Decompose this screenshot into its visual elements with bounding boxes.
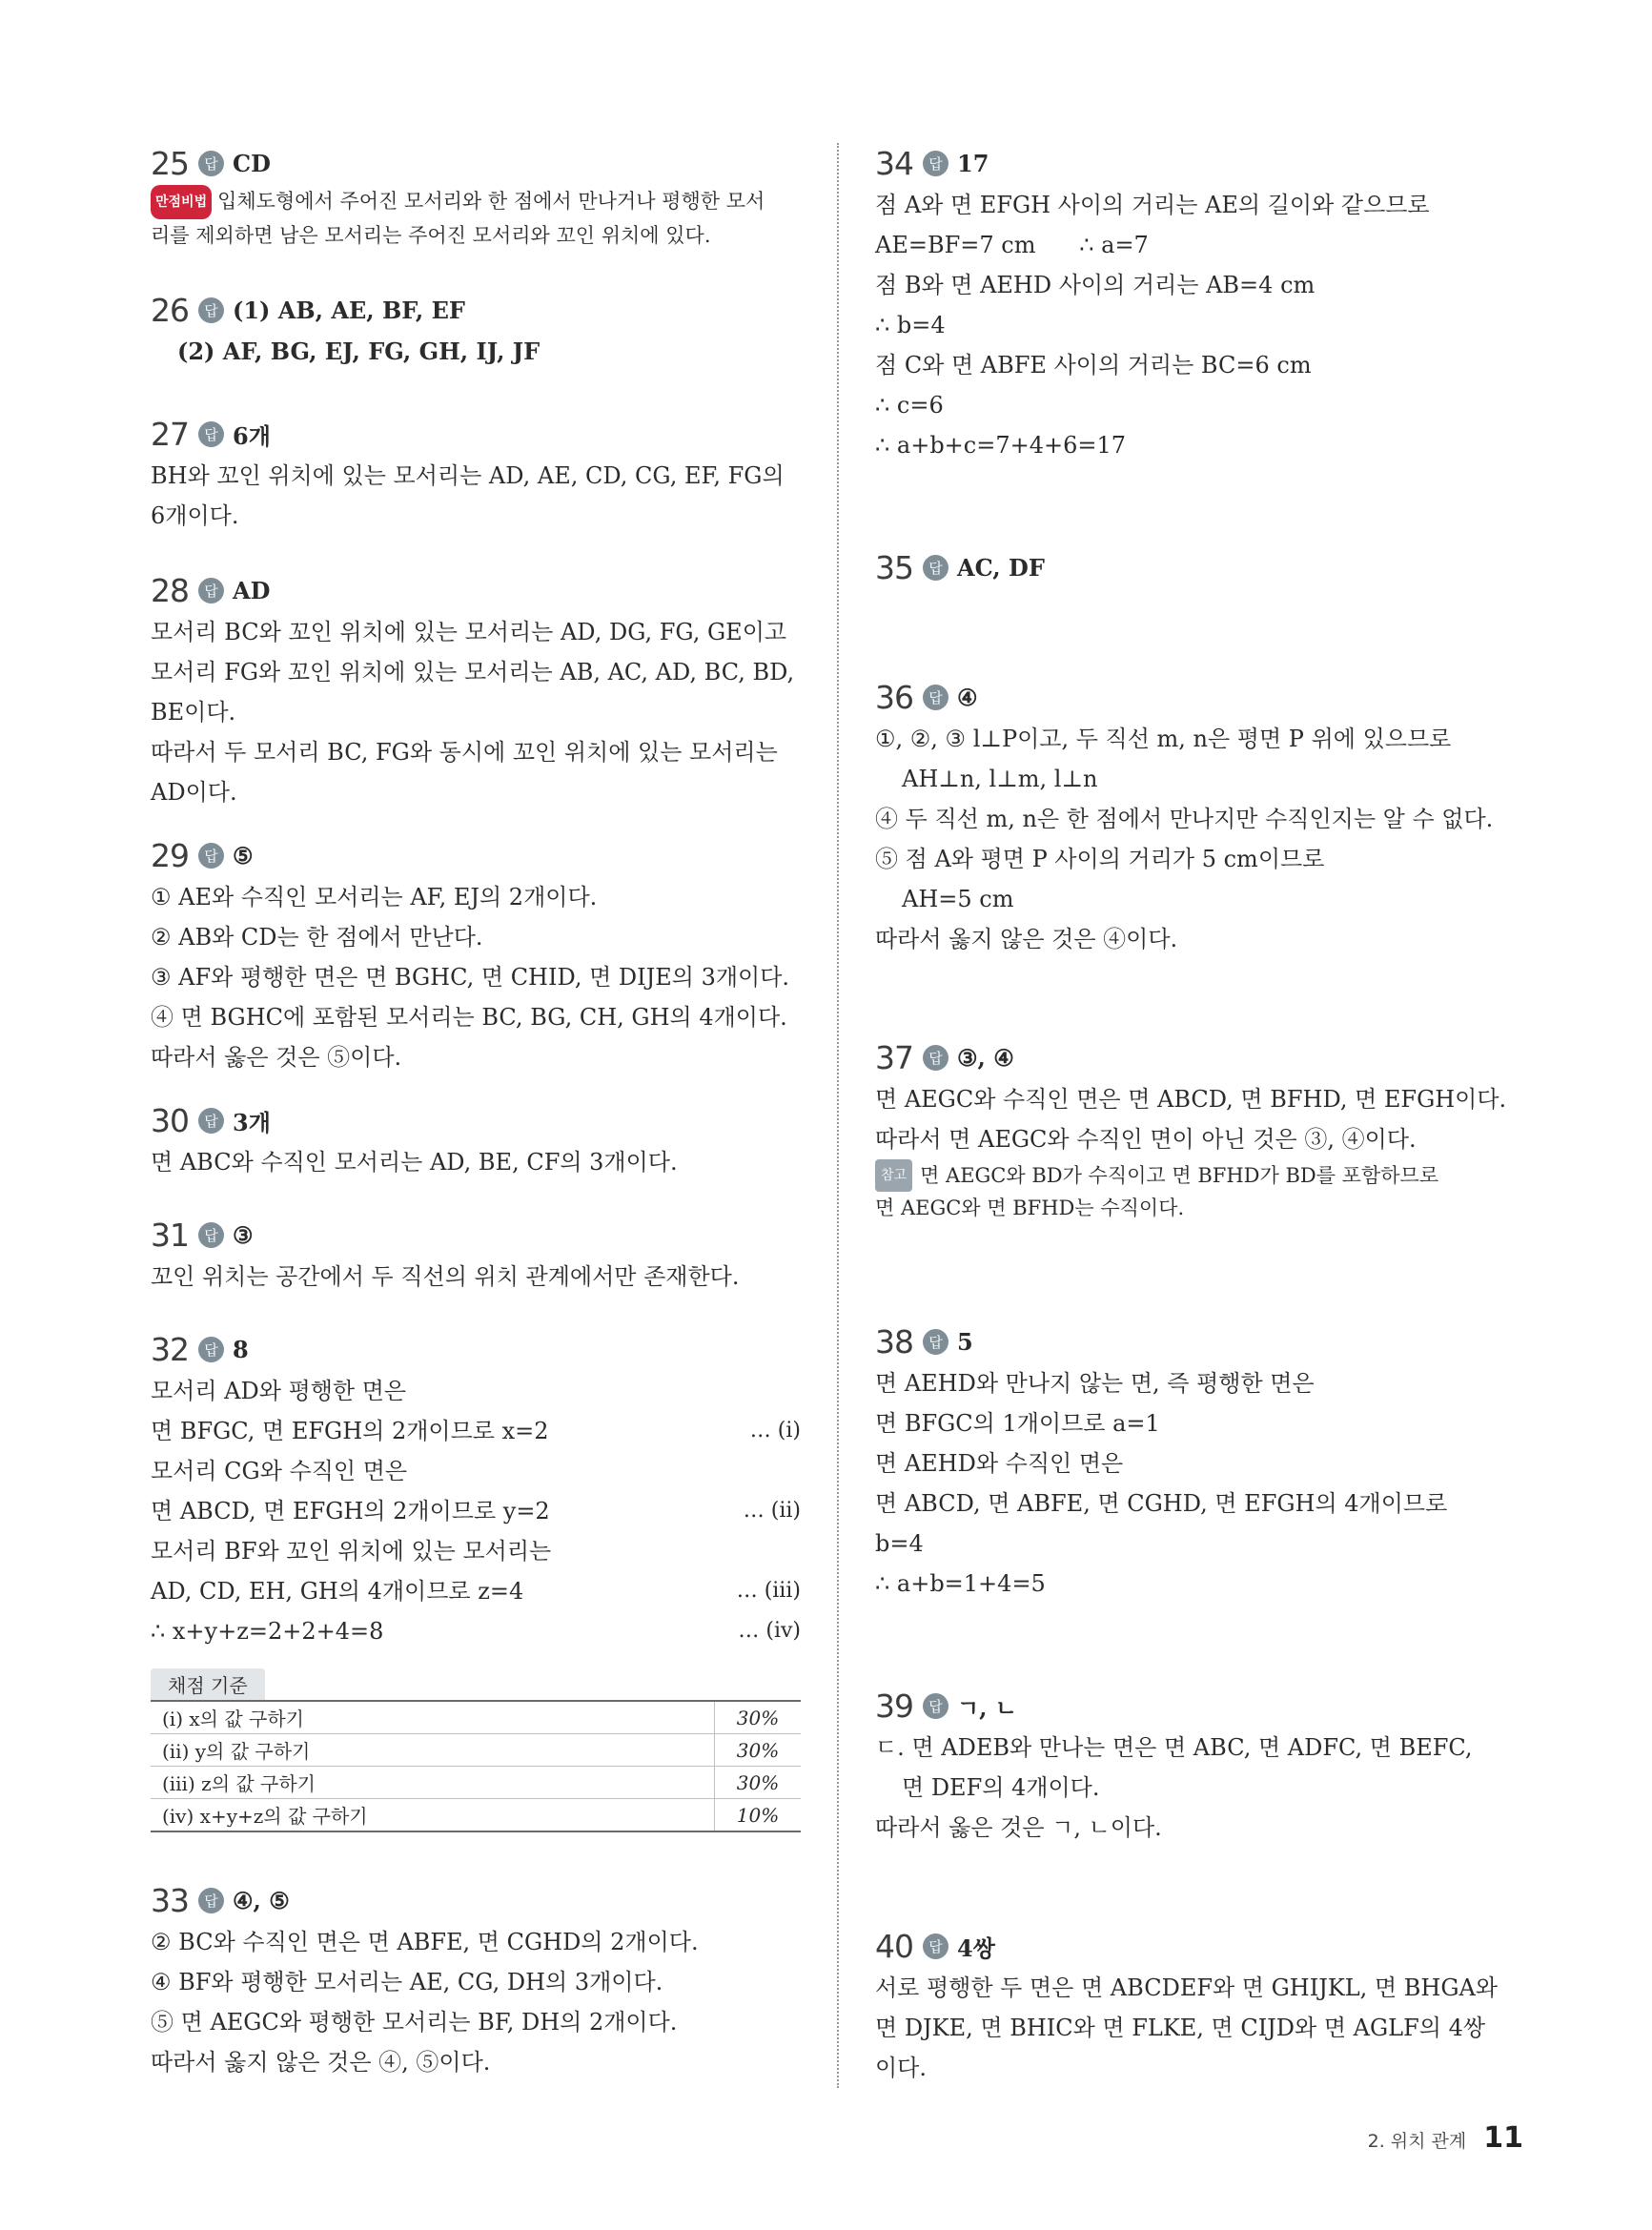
problem-header bbox=[875, 675, 1533, 719]
problem-number: 34 bbox=[875, 144, 913, 182]
solution-text: AH⊥n, l⊥m, l⊥n bbox=[902, 766, 1098, 792]
answer-badge: 답 bbox=[923, 151, 948, 176]
solution-text: ④ 두 직선 m, n은 한 점에서 만나지만 수직인지는 알 수 없다. bbox=[875, 806, 1494, 832]
answer-badge: 답 bbox=[923, 1693, 948, 1719]
answer-badge: 답 bbox=[198, 1888, 224, 1913]
solution-text: 점 C와 면 ABFE 사이의 거리는 BC=6 cm bbox=[875, 352, 1312, 378]
solution-line bbox=[151, 456, 801, 496]
problem-number: 25 bbox=[151, 144, 189, 182]
solution-text: ③ AF와 평행한 면은 면 BGHC, 면 CHID, 면 DIJE의 3개이다. bbox=[151, 964, 790, 991]
solution-text: ⑤ 면 AEGC와 평행한 모서리는 BF, DH의 2개이다. bbox=[151, 2009, 678, 2036]
solution-line bbox=[151, 1491, 801, 1531]
solution-text: AE=BF=7 cm ∴ a=7 bbox=[875, 232, 1149, 258]
problem-34 bbox=[875, 141, 1533, 465]
problem-number: 36 bbox=[875, 678, 913, 716]
problem-header bbox=[875, 1035, 1533, 1079]
answer-text: 5 bbox=[957, 1327, 973, 1356]
solution-text: 면 BFGC, 면 EFGH의 2개이므로 x=2 bbox=[151, 1418, 549, 1444]
solution-line bbox=[151, 1531, 801, 1571]
solution-text: ∴ a+b=1+4=5 bbox=[875, 1570, 1046, 1597]
problem-32 bbox=[151, 1327, 801, 1832]
answer-badge: 답 bbox=[198, 421, 224, 447]
problem-number: 33 bbox=[151, 1881, 189, 1919]
solution-line bbox=[151, 1611, 801, 1651]
grading-row bbox=[151, 1767, 801, 1799]
problem-header bbox=[151, 833, 801, 877]
solution-text: 면 DJKE, 면 BHIC와 면 FLKE, 면 CIJD와 면 AGLF의 4쌍 bbox=[875, 2015, 1486, 2041]
solution-text: ② BC와 수직인 면은 면 ABFE, 면 CGHD의 2개이다. bbox=[151, 1929, 699, 1955]
grading-item: (ⅰ) x의 값 구하기 bbox=[151, 1701, 715, 1734]
solution-text: 따라서 옳지 않은 것은 ④이다. bbox=[875, 926, 1178, 952]
solution-text: 따라서 면 AEGC와 수직인 면이 아닌 것은 ③, ④이다. bbox=[875, 1126, 1417, 1153]
solution-text: 6개이다. bbox=[151, 502, 239, 529]
solution-text: 모서리 AD와 평행한 면은 bbox=[151, 1378, 407, 1404]
solution-text: 서로 평행한 두 면은 면 ABCDEF와 면 GHIJKL, 면 BHGA와 bbox=[875, 1974, 1499, 2001]
page-footer bbox=[1368, 2121, 1523, 2155]
answer-text: ③, ④ bbox=[957, 1043, 1014, 1072]
answer-badge: 답 bbox=[923, 1329, 948, 1355]
solution-line bbox=[875, 1079, 1533, 1119]
solution-text: ∴ b=4 bbox=[875, 312, 946, 338]
problem-number: 31 bbox=[151, 1216, 189, 1254]
solution-line bbox=[151, 957, 801, 997]
solution-line bbox=[875, 839, 1533, 879]
solution-line bbox=[875, 1968, 1533, 2008]
solution-line bbox=[875, 1363, 1533, 1403]
solution-text: 따라서 옳은 것은 ㄱ, ㄴ이다. bbox=[875, 1814, 1162, 1841]
solution-line bbox=[875, 185, 1533, 225]
solution-text: AH=5 cm bbox=[902, 886, 1014, 912]
solution-text: ② AB와 CD는 한 점에서 만난다. bbox=[151, 924, 483, 951]
answer-badge: 답 bbox=[198, 843, 224, 869]
chapter-title: 2. 위치 관계 bbox=[1367, 2131, 1467, 2152]
problem-36 bbox=[875, 675, 1533, 959]
page-number: 11 bbox=[1483, 2121, 1523, 2155]
column-divider bbox=[837, 143, 839, 2088]
solution-line bbox=[875, 1403, 1533, 1443]
grading-table bbox=[151, 1668, 801, 1832]
solution-text: ④ 면 BGHC에 포함된 모서리는 BC, BG, CH, GH의 4개이다. bbox=[151, 1004, 787, 1031]
solution-text: 면 AEHD와 수직인 면은 bbox=[875, 1450, 1124, 1477]
problem-37 bbox=[875, 1035, 1533, 1224]
answer-text: 4쌍 bbox=[957, 1933, 995, 1962]
problem-27 bbox=[151, 412, 801, 536]
solution-line bbox=[875, 2008, 1533, 2048]
answer-badge: 답 bbox=[923, 1933, 948, 1959]
answer-text: ④, ⑤ bbox=[233, 1886, 290, 1914]
answer-badge: 답 bbox=[198, 151, 224, 176]
solution-line bbox=[875, 1564, 1533, 1604]
step-marker: … (ⅲ) bbox=[736, 1579, 801, 1603]
solution-line bbox=[151, 496, 801, 536]
solution-line bbox=[151, 732, 801, 772]
solution-line bbox=[875, 1119, 1533, 1159]
problem-29 bbox=[151, 833, 801, 1077]
solution-line bbox=[151, 1411, 801, 1451]
answer-text: CD bbox=[233, 149, 271, 177]
grading-item: (ⅳ) x+y+z의 값 구하기 bbox=[151, 1799, 715, 1832]
problem-number: 37 bbox=[875, 1038, 913, 1076]
problem-35 bbox=[875, 545, 1533, 589]
solution-text: ④ BF와 평행한 모서리는 AE, CG, DH의 3개이다. bbox=[151, 1969, 663, 1995]
solution-line bbox=[875, 719, 1533, 759]
solution-line bbox=[151, 917, 801, 957]
solution-line bbox=[875, 759, 1533, 799]
problem-header bbox=[875, 1320, 1533, 1363]
solution-text: 이다. bbox=[875, 2055, 927, 2081]
step-marker: … (ⅰ) bbox=[749, 1419, 801, 1442]
solution-text: 면 AEGC와 BD가 수직이고 면 BFHD가 BD를 포함하므로 bbox=[920, 1164, 1439, 1187]
answer-text: (1) AB, AE, BF, EF bbox=[233, 296, 465, 324]
solution-line bbox=[151, 692, 801, 732]
answer-badge: 답 bbox=[923, 1045, 948, 1071]
problem-number: 39 bbox=[875, 1687, 913, 1725]
step-marker: … (ⅳ) bbox=[738, 1619, 801, 1643]
solution-line bbox=[875, 1768, 1533, 1808]
answer-text: AD bbox=[233, 576, 271, 604]
solution-text: 점 A와 면 EFGH 사이의 거리는 AE의 길이와 같으므로 bbox=[875, 192, 1430, 218]
answer-text: ⑤ bbox=[233, 841, 254, 869]
solution-text: ① AE와 수직인 모서리는 AF, EJ의 2개이다. bbox=[151, 884, 598, 910]
solution-text: 리를 제외하면 남은 모서리는 주어진 모서리와 꼬인 위치에 있다. bbox=[151, 224, 711, 247]
solution-line bbox=[151, 1142, 801, 1182]
solution-line bbox=[151, 1037, 801, 1077]
solution-line bbox=[151, 877, 801, 917]
problem-header bbox=[151, 1213, 801, 1257]
problem-header bbox=[875, 141, 1533, 185]
solution-line bbox=[151, 772, 801, 812]
problem-number: 30 bbox=[151, 1101, 189, 1139]
problem-header bbox=[151, 1878, 801, 1922]
problem-39 bbox=[875, 1684, 1533, 1848]
grading-row bbox=[151, 1734, 801, 1767]
solution-line bbox=[875, 345, 1533, 385]
solution-line bbox=[875, 1443, 1533, 1483]
answer-badge: 답 bbox=[198, 297, 224, 323]
answer-text: 17 bbox=[957, 149, 989, 177]
answer-badge: 답 bbox=[198, 1222, 224, 1248]
solution-line bbox=[875, 1524, 1533, 1564]
problem-number: 32 bbox=[151, 1330, 189, 1368]
problem-header bbox=[151, 288, 801, 332]
problem-26 bbox=[151, 288, 801, 372]
problem-number: 40 bbox=[875, 1927, 913, 1965]
step-marker: … (ⅱ) bbox=[743, 1499, 801, 1523]
solution-text: AD이다. bbox=[151, 779, 237, 806]
answer-text: ④ bbox=[957, 683, 978, 711]
grading-row bbox=[151, 1701, 801, 1734]
note-label: 참고 bbox=[875, 1159, 912, 1192]
grading-percent: 30% bbox=[715, 1767, 802, 1799]
answer-text: 3개 bbox=[233, 1108, 271, 1136]
problem-40 bbox=[875, 1924, 1533, 2088]
solution-text: BE이다. bbox=[151, 699, 236, 726]
problem-header bbox=[151, 412, 801, 456]
solution-text: 면 AEHD와 만나지 않는 면, 즉 평행한 면은 bbox=[875, 1370, 1315, 1397]
grading-percent: 10% bbox=[715, 1799, 802, 1832]
solution-text: ①, ②, ③ l⊥P이고, 두 직선 m, n은 평면 P 위에 있으므로 bbox=[875, 726, 1452, 752]
solution-line bbox=[151, 1571, 801, 1611]
answer-badge: 답 bbox=[198, 1108, 224, 1134]
solution-line bbox=[875, 2048, 1533, 2088]
solution-text: ㄷ. 면 ADEB와 만나는 면은 면 ABC, 면 ADFC, 면 BEFC, bbox=[875, 1734, 1473, 1761]
answer-badge: 답 bbox=[198, 1337, 224, 1362]
solution-line bbox=[151, 2002, 801, 2042]
solution-line bbox=[875, 225, 1533, 265]
solution-text: 면 AEGC와 수직인 면은 면 ABCD, 면 BFHD, 면 EFGH이다. bbox=[875, 1086, 1507, 1113]
solution-line bbox=[151, 612, 801, 652]
problem-number: 28 bbox=[151, 571, 189, 609]
grading-percent: 30% bbox=[715, 1734, 802, 1767]
solution-line bbox=[151, 332, 801, 372]
problem-header bbox=[151, 141, 801, 185]
problem-number: 35 bbox=[875, 548, 913, 586]
solution-line bbox=[875, 1159, 1533, 1192]
solution-text: BH와 꼬인 위치에 있는 모서리는 AD, AE, CD, CG, EF, FG의 bbox=[151, 462, 785, 489]
solution-line bbox=[875, 919, 1533, 959]
solution-text: 모서리 BF와 꼬인 위치에 있는 모서리는 bbox=[151, 1538, 552, 1565]
solution-text: ∴ a+b+c=7+4+6=17 bbox=[875, 432, 1127, 459]
solution-line bbox=[151, 997, 801, 1037]
solution-text: 면 ABCD, 면 EFGH의 2개이므로 y=2 bbox=[151, 1498, 550, 1524]
problem-header bbox=[875, 1924, 1533, 1968]
problem-header bbox=[151, 568, 801, 612]
answer-text: ㄱ, ㄴ bbox=[957, 1693, 1018, 1722]
tip-label: 만점비법 bbox=[151, 185, 212, 219]
solution-text: 모서리 FG와 꼬인 위치에 있는 모서리는 AB, AC, AD, BC, BD, bbox=[151, 659, 795, 685]
answer-badge: 답 bbox=[198, 578, 224, 604]
solution-line bbox=[875, 385, 1533, 425]
grading-item: (ⅱ) y의 값 구하기 bbox=[151, 1734, 715, 1767]
solution-text: AD, CD, EH, GH의 4개이므로 z=4 bbox=[151, 1578, 524, 1605]
answer-text: ③ bbox=[233, 1220, 254, 1249]
solution-line bbox=[151, 1371, 801, 1411]
answer-badge: 답 bbox=[923, 685, 948, 710]
problem-header bbox=[875, 1684, 1533, 1728]
solution-line bbox=[875, 425, 1533, 465]
problem-header bbox=[875, 545, 1533, 589]
grading-title: 채점 기준 bbox=[151, 1668, 265, 1700]
solution-text: 꼬인 위치는 공간에서 두 직선의 위치 관계에서만 존재한다. bbox=[151, 1263, 740, 1290]
solution-line bbox=[151, 1451, 801, 1491]
problem-header bbox=[151, 1098, 801, 1142]
problem-number: 27 bbox=[151, 415, 189, 453]
solution-line bbox=[151, 1257, 801, 1297]
answer-text: 8 bbox=[233, 1335, 249, 1363]
solution-line bbox=[151, 2042, 801, 2082]
solution-text: 따라서 옳은 것은 ⑤이다. bbox=[151, 1044, 402, 1071]
solution-text: 따라서 옳지 않은 것은 ④, ⑤이다. bbox=[151, 2049, 491, 2076]
problem-31 bbox=[151, 1213, 801, 1297]
solution-line bbox=[875, 799, 1533, 839]
solution-text: ∴ c=6 bbox=[875, 392, 944, 419]
solution-text: 면 ABC와 수직인 모서리는 AD, BE, CF의 3개이다. bbox=[151, 1149, 678, 1176]
problem-38 bbox=[875, 1320, 1533, 1604]
solution-text: 모서리 CG와 수직인 면은 bbox=[151, 1458, 408, 1484]
solution-line bbox=[151, 1962, 801, 2002]
solution-line bbox=[151, 185, 801, 219]
problem-header bbox=[151, 1327, 801, 1371]
solution-line bbox=[875, 265, 1533, 305]
solution-text: 면 DEF의 4개이다. bbox=[902, 1774, 1100, 1801]
solution-line bbox=[875, 1728, 1533, 1768]
problem-28 bbox=[151, 568, 801, 812]
answer-text: 6개 bbox=[233, 421, 271, 450]
problem-number: 26 bbox=[151, 291, 189, 329]
solution-line bbox=[151, 219, 801, 252]
answer-text: AC, DF bbox=[957, 553, 1045, 582]
problem-number: 29 bbox=[151, 836, 189, 874]
solution-line bbox=[875, 1192, 1533, 1224]
grading-item: (ⅲ) z의 값 구하기 bbox=[151, 1767, 715, 1799]
solution-text: (2) AF, BG, EJ, FG, GH, IJ, JF bbox=[177, 338, 540, 365]
solution-text: 모서리 BC와 꼬인 위치에 있는 모서리는 AD, DG, FG, GE이고 bbox=[151, 619, 787, 645]
solution-text: 면 AEGC와 면 BFHD는 수직이다. bbox=[875, 1197, 1185, 1219]
solution-text: ∴ x+y+z=2+2+4=8 bbox=[151, 1618, 384, 1645]
solution-line bbox=[875, 305, 1533, 345]
problem-25 bbox=[151, 141, 801, 252]
answer-badge: 답 bbox=[923, 555, 948, 581]
grading-rows bbox=[151, 1700, 801, 1832]
grading-percent: 30% bbox=[715, 1701, 802, 1734]
solution-text: 입체도형에서 주어진 모서리와 한 점에서 만나거나 평행한 모서 bbox=[217, 190, 765, 213]
problem-number: 38 bbox=[875, 1322, 913, 1361]
problem-30 bbox=[151, 1098, 801, 1182]
solution-line bbox=[875, 1483, 1533, 1524]
grading-row bbox=[151, 1799, 801, 1832]
solution-text: ⑤ 점 A와 평면 P 사이의 거리가 5 cm이므로 bbox=[875, 846, 1325, 872]
solution-text: 따라서 두 모서리 BC, FG와 동시에 꼬인 위치에 있는 모서리는 bbox=[151, 739, 778, 766]
solution-line bbox=[151, 652, 801, 692]
solution-text: 면 BFGC의 1개이므로 a=1 bbox=[875, 1410, 1160, 1437]
solution-text: 면 ABCD, 면 ABFE, 면 CGHD, 면 EFGH의 4개이므로 bbox=[875, 1490, 1448, 1517]
problem-33 bbox=[151, 1878, 801, 2082]
solution-line bbox=[151, 1922, 801, 1962]
solution-line bbox=[875, 1808, 1533, 1848]
solution-text: 점 B와 면 AEHD 사이의 거리는 AB=4 cm bbox=[875, 272, 1315, 298]
solution-text: b=4 bbox=[875, 1530, 924, 1557]
solution-line bbox=[875, 879, 1533, 919]
